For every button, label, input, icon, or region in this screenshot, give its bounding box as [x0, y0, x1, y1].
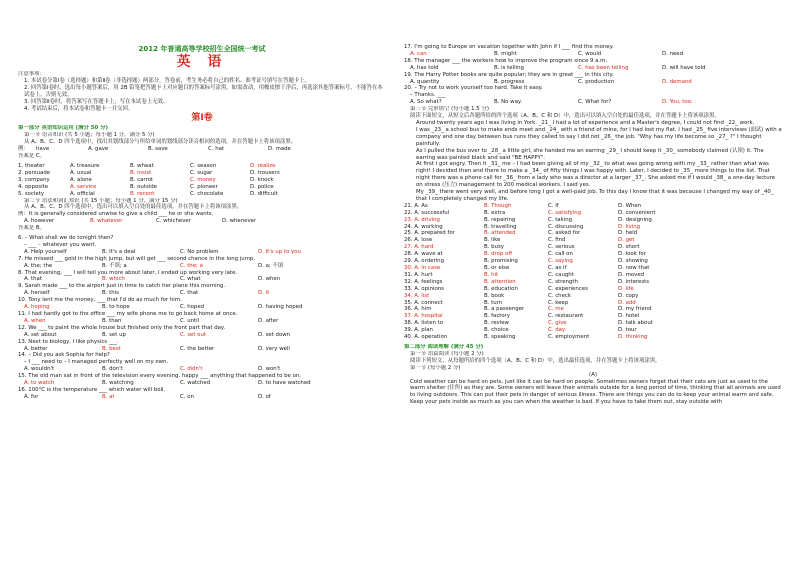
cloze-number-option: 23. A. driving [404, 216, 440, 223]
option: C. the; a [180, 262, 203, 269]
cloze-number-option: 26. A. lose [404, 237, 433, 244]
passage-paragraph: Around twenty years ago I was living in York. _21_ I had a lot of experience and a Master's degree, I could not find _22_ work. [416, 119, 755, 126]
option: C. on [180, 393, 194, 400]
option: C. has been telling [578, 64, 629, 71]
option: A. has told [410, 64, 439, 71]
option: D. having hoped [258, 304, 303, 311]
option: D. made [268, 146, 291, 153]
option: B. repairing [484, 216, 516, 223]
phonetics-list [18, 163, 386, 198]
option: C. sugar [190, 169, 213, 176]
sec3-desc: 阅读下面短文，从短文后各题所给的四个选项（A、B、C 和 D）中，选出可以填入空白处的最佳选项，并在答题卡上将该项涂黑。 [410, 113, 720, 120]
option: D. realize [250, 162, 276, 169]
option: A. gave [88, 146, 109, 153]
option: D. talk about [618, 320, 653, 327]
option: A. set about [24, 331, 57, 338]
option: D. showing [618, 258, 648, 265]
option: C. what [180, 276, 201, 283]
cloze-row [404, 203, 782, 210]
question-options [18, 249, 386, 256]
option: C. satisfying [548, 209, 582, 216]
phonetics-word: 5. society [18, 190, 45, 197]
left-column [18, 44, 386, 401]
question-options [18, 263, 386, 270]
option: D. look for [618, 251, 646, 258]
option: C. saying [548, 258, 573, 265]
option: C. watched [180, 380, 211, 387]
option: A. herself [24, 290, 50, 297]
question-stem: 15. The old man sat in front of the television every evening, happy ___ anything that happened to be on. [18, 373, 301, 380]
option: D. life [618, 285, 634, 292]
option: D. need [662, 50, 684, 57]
question-block [18, 311, 386, 325]
option: C. experiences [548, 285, 588, 292]
option: D. living [618, 223, 641, 230]
cloze-number-option: 38. A. listen to [404, 320, 444, 327]
option: A. to watch [24, 380, 55, 387]
option: B. choice [484, 327, 509, 334]
option: D. thinking [618, 334, 648, 341]
question-options [18, 380, 386, 387]
cloze-row [404, 251, 782, 258]
question-block [404, 58, 782, 72]
option: B. travelling [484, 223, 517, 230]
option: D. knock [250, 176, 274, 183]
option: B. whatever [90, 218, 123, 225]
question-stem: 14. – Did you ask Sophia for help? [18, 352, 110, 359]
passage-a-paragraph: Cold weather can be hard on pets, just like it can be hard on people. Sometimes owners forget that their cats are just as used to the warm shelter (住所) as they are. Some owners will leave their animals outside for a long period of time, thinking that all animals are used to living outdoors. This can put their pets in danger of serious illness. There are things you can do to keep your animal warm and safe. [410, 378, 781, 399]
option: C. call on [548, 251, 573, 258]
part2-sec1-desc: 阅读下列短文，从每题所给的四个选项（A、B、C 和 D）中，选出最佳选项，并在答题卡上将该项涂黑。 [410, 357, 661, 364]
exam-title: 2012 年普通高等学校招生全国统一考试 [138, 45, 266, 53]
cloze-row [404, 244, 782, 251]
option: D. set down [258, 331, 291, 338]
cloze-number-option: 35. A. connect [404, 299, 443, 306]
option: B. review [484, 320, 509, 327]
sec2-example-options [18, 218, 386, 225]
cloze-number-option: 40. A. operation [404, 334, 448, 341]
question-block [18, 373, 386, 387]
cloze-passage [404, 120, 782, 203]
question-stem: 12. We ___ to paint the whole house but finished only the front part that day. [18, 324, 226, 331]
phonetics-row [18, 170, 386, 177]
option: C. give [548, 320, 567, 327]
option: D. moved [618, 271, 645, 278]
question-options [404, 65, 782, 72]
option: D. a; 不填 [258, 262, 284, 269]
option: D. You, too. [662, 99, 693, 106]
question-options [18, 290, 386, 297]
option: B. wheat [130, 162, 154, 169]
option: A. Help yourself [24, 248, 67, 255]
option: A. can [410, 50, 427, 57]
option: D. when [258, 276, 281, 283]
question-stem: – Thanks. ___ [410, 92, 446, 99]
option: C. hat [208, 146, 225, 153]
cloze-row [404, 334, 782, 341]
option: B. don't [102, 366, 123, 373]
question-stem: 13. Next to biology, I like physics ___. [18, 338, 119, 345]
option: C. check [548, 292, 571, 299]
option: A. usual [70, 169, 92, 176]
phonetics-row [18, 191, 386, 198]
option: C. No problem [180, 248, 219, 255]
option: C. strength [548, 278, 578, 285]
option: C. that [180, 290, 199, 297]
option: D. my friend [618, 306, 652, 313]
example-row [18, 146, 386, 153]
option: D. demand [662, 78, 692, 85]
notice-heading: 注意事项： [18, 71, 45, 77]
option: B. watching [102, 380, 134, 387]
cloze-row [404, 224, 782, 231]
option: D. tour [618, 327, 637, 334]
option: C. hoped [180, 304, 205, 311]
option: D. designing [618, 216, 652, 223]
option: A. when [24, 317, 46, 324]
cloze-number-option: 33. A. opinions [404, 285, 444, 292]
cloze-row [404, 217, 782, 224]
option: B. drop off [484, 251, 513, 258]
part2-sec1-title: 第一节 语篇阅读 (每小题 2 分) [410, 350, 484, 357]
question-stem: 7. He missed ___ gold in the high jump, but will get ___ second chance in the long jump. [18, 255, 256, 262]
question-options [18, 276, 386, 283]
question-block [18, 283, 386, 297]
cloze-number-option: 25. A. prepared for [404, 230, 455, 237]
volume-1-heading: 第Ⅰ卷 [191, 113, 213, 124]
sec2-example: 例：It is generally considered unwise to give a child ___ he or she wants. [18, 211, 214, 218]
option: D. interests [618, 278, 650, 285]
option: B. turn [484, 299, 503, 306]
question-block [18, 235, 386, 256]
cloze-number-option: 39. A. plan [404, 327, 433, 334]
example-label: 例： [18, 146, 29, 153]
question-block [18, 387, 386, 401]
part1-title: 第一部分 英语知识运用 (满分 50 分) [18, 125, 109, 132]
cloze-row [404, 265, 782, 272]
question-options [404, 51, 782, 58]
option: A. hoping [24, 304, 50, 311]
question-stem: 10. Tony lent me the money, ___ that I'd do as much for him. [18, 297, 182, 304]
option: D. It's up to you [258, 248, 301, 255]
option: D. now that [618, 265, 650, 271]
cloze-number-option: 34. A. list [404, 292, 430, 299]
option: A. wouldn't [24, 366, 55, 373]
question-stem: 6. – What shall we do tonight then? [18, 235, 114, 242]
option: B. which [102, 276, 125, 283]
option: B. attended [484, 230, 516, 237]
option: C. chocolate [190, 190, 224, 197]
question-stem: 17. I'm going to Europe on vacation together with John if I ___ find the money. [404, 44, 614, 50]
cloze-number-option: 27. A. hard [404, 244, 434, 251]
option: C. asked for [548, 230, 581, 237]
sec1-title: 第一节 语音知识 (共 5 小题；每小题 1 分，满分 5 分) [24, 132, 155, 139]
cloze-row [404, 327, 782, 334]
question-options [404, 99, 782, 106]
option: C. keep [548, 299, 569, 306]
question-stem: 18. The manager ___ the workers how to improve the program since 9 a.m. [404, 57, 608, 64]
option: D. won't [258, 366, 281, 373]
question-stem: 11. I had hardly got to the office ___ my wife phone me to go back home at once. [18, 311, 238, 317]
option: B. outside [130, 183, 157, 190]
example-answer: 答案是 C。 [18, 153, 46, 160]
passage-paragraph: At first I got angry. Then it _31_ me – I had been giving all of my _32_ to what was going wrong with my _33_ rather than what was right! I decided then and there to make a _34_ of fifty things I was happy with. Later, I decided to _35_ more things to the list. That night there was a phone call for _36_ from a lady who was a director at a larger _37_. She asked me if I would _38_ a one-day lecture on stress (压力) management to 200 medical workers. I said yes. [416, 161, 776, 189]
sec2-example-answer: 答案是 B。 [18, 225, 45, 232]
option: C. taking [548, 216, 573, 223]
notice-item: 3. 回答第Ⅱ卷时，将答案写在答题卡上，写在本试卷上无效。 [24, 98, 169, 105]
option: C. season [190, 162, 217, 169]
sec1-desc: 从 A、B、C、D 四个选项中，找出其划线部分与所给单词的划线部分读音相同的选项，并在答题卡上将该项涂黑。 [24, 139, 297, 146]
passage-a-paragraph: Keep your pets inside as much as you can when the weather is bad. If you have to take them out, stay outside with [410, 399, 723, 406]
option: A. however [24, 218, 55, 225]
option: C. production [578, 78, 615, 85]
option: D. after [258, 317, 279, 324]
option: B. hit [484, 271, 499, 278]
option: D. will have told [662, 64, 706, 71]
option: B. speaking [484, 334, 516, 341]
option: C. whichever [156, 218, 191, 225]
cloze-row [404, 293, 782, 300]
question-options [18, 332, 386, 339]
question-block [18, 297, 386, 311]
sec2-title: 第二节 语法和词汇知识 (共 15 小题；每小题 1 分，满分 15 分) [24, 197, 178, 204]
option: C. the better [180, 345, 215, 352]
option: C. employment [548, 334, 590, 341]
part2-sec1-score: 第一节 (每小题 2 分) [410, 364, 461, 371]
cloze-row [404, 230, 782, 237]
cloze-options [404, 203, 782, 341]
phonetics-row [18, 184, 386, 191]
option: D. to have watched [258, 380, 311, 387]
option: C. day [548, 327, 566, 334]
option: D. held [618, 230, 638, 237]
option: D. difficult [250, 190, 278, 197]
subject-title: 英 语 [176, 54, 228, 70]
option: C. as if [548, 265, 567, 271]
cloze-number-option: 28. A. wave at [404, 251, 443, 258]
phonetics-word: 4. opposite [18, 183, 49, 190]
cloze-row [404, 313, 782, 320]
phonetics-row [18, 177, 386, 184]
option: B. progress [494, 78, 525, 85]
question-options [18, 304, 386, 311]
cloze-number-option: 24. A. working [404, 223, 443, 230]
option: D. very well [258, 345, 290, 352]
question-stem: – ___ – whatever you want. [24, 241, 97, 248]
option: A. that [24, 276, 42, 283]
option: B. promising [484, 258, 518, 265]
option: A. for [24, 393, 39, 400]
option: B. busy [484, 244, 504, 251]
sec3-title: 第三节 完形填空 (每小题 1.5 分) [410, 106, 489, 113]
option: B. at [102, 393, 115, 400]
option: C. find [548, 237, 566, 244]
option: B. this [102, 290, 119, 297]
option: C. What for? [578, 99, 612, 106]
option: C. If [548, 202, 559, 209]
option: A. official [70, 190, 95, 197]
part2-title: 第二部分 阅读理解 (满分 45 分) [404, 343, 484, 350]
option: C. pioneer [190, 183, 218, 190]
option: B. set up [102, 331, 126, 338]
option: B. It's a deal [102, 248, 136, 255]
notice-item: 2. 回答第Ⅰ卷时，选出每小题答案后，用 2B 铅笔把答题卡上对应题目的答案标号涂黑。如需改动，用橡皮擦干净后，再选涂其他答案标号，不能答在本试卷上，否则无效。 [24, 84, 383, 98]
phonetics-word: 1. theater [18, 162, 45, 169]
option: D. trousers [250, 169, 280, 176]
cloze-number-option: 30. A. in case [404, 265, 441, 271]
option: A. better [24, 345, 48, 352]
option: D. police [250, 183, 274, 190]
cloze-row [404, 286, 782, 293]
option: D. convenient [618, 209, 656, 216]
question-options [18, 394, 386, 401]
question-options [18, 318, 386, 325]
cloze-row [404, 272, 782, 279]
question-block [18, 339, 386, 353]
option: B. 不填; a [102, 262, 127, 269]
option: D. copy [618, 292, 639, 299]
option: B. insist [130, 169, 152, 176]
phonetics-row [18, 163, 386, 170]
option: B. save [148, 146, 168, 153]
notice-item: 1. 本试卷分第Ⅰ卷（选择题）和第Ⅱ卷（非选择题）两部分。答卷前，考生务必将自己的姓名、准考证号填写在答题卡上。 [24, 77, 311, 84]
cloze-number-option: 32. A. feelings [404, 278, 443, 285]
sec2-desc: 从 A、B、C、D 四个选项中，选出可以填入空白处的最佳选项，并在答题卡上将该项涂黑。 [24, 204, 243, 211]
cloze-number-option: 37. A. hospital [404, 313, 443, 320]
cloze-number-option: 22. A. successful [404, 209, 450, 216]
question-block [18, 270, 386, 284]
option: B. carrot [130, 176, 154, 183]
option: A. alone [70, 176, 92, 183]
option: C. discussing [548, 223, 584, 230]
option: B. attention [484, 278, 516, 285]
question-stem: 20. – Try not to work yourself too hard. Take it easy. [404, 85, 543, 92]
option: A. the; the [24, 262, 53, 269]
notice-item: 4. 考试结束后，将本试卷和答题卡一并交回。 [24, 105, 134, 112]
option: C. until [180, 317, 200, 324]
option: B. is telling [494, 64, 524, 71]
option: A. So what? [410, 99, 442, 106]
option: B. a passenger [484, 306, 525, 313]
passage-paragraph: As I pulled the bus over to _28_ a little girl, she handed me an earring _29_ I should keep it _30_ somebody claimed (认领) it. The earring was painted black and said "BE HAPPY". [416, 147, 764, 161]
cloze-row [404, 306, 782, 313]
option: B. No way. [494, 99, 523, 106]
cloze-row [404, 210, 782, 217]
question-block [404, 72, 782, 86]
question-block [18, 325, 386, 339]
passage-paragraph: I was _23_ a school bus to make ends meet and _24_ with a friend of mine, for I had lost my flat. I had _25_ five interviews (面试) with a company and one day between bus runs they called to say I did not _26_ the job. "Why has my life become so _27_ ?" I thought painfully. [416, 126, 782, 147]
question-stem: 16. 100°C is the temperature ___ which water will boil. [18, 386, 166, 393]
phonetics-word: 3. company [18, 176, 50, 183]
question-block [404, 85, 782, 106]
option: B. or else [484, 265, 510, 271]
option: B. like [484, 237, 501, 244]
cloze-row [404, 258, 782, 265]
option: D. short [618, 244, 640, 251]
question-block [18, 256, 386, 270]
example-word: have [36, 146, 50, 153]
grammar-list-right [404, 44, 782, 106]
option: A. service [70, 183, 97, 190]
option: C. serious [548, 244, 575, 251]
option: D. it [258, 290, 270, 297]
option: D. of [258, 393, 271, 400]
cloze-number-option: 31. A. hurt [404, 271, 433, 278]
option: D. hotel [618, 313, 640, 320]
option: B. education [484, 285, 518, 292]
option: A. treasure [70, 162, 100, 169]
cloze-number-option: 29. A. ordering [404, 258, 445, 265]
option: B. to hope [102, 304, 130, 311]
option: C. money [190, 176, 216, 183]
option: C. didn't [180, 366, 203, 373]
option: C. me [548, 306, 564, 313]
question-options [18, 346, 386, 353]
grammar-list-left [18, 235, 386, 401]
question-options [404, 79, 782, 86]
cloze-row [404, 300, 782, 307]
option: C. set out [180, 331, 206, 338]
question-stem: 8. That evening, ___ I will tell you more about later, I ended up working very late. [18, 269, 238, 276]
option: D. whenever [222, 218, 257, 225]
cloze-number-option: 36. A. him [404, 306, 432, 313]
passage-paragraph: My _39_ there went very well, and before long I got a well-paid job. To this day I know that it was because I changed my way of _40_ that I completely changed my life. [416, 189, 774, 202]
question-block [404, 44, 782, 58]
cloze-row [404, 279, 782, 286]
option: A. quantity [410, 78, 440, 85]
right-column [404, 44, 782, 406]
option: B. factory [484, 313, 511, 320]
option: C. would [578, 50, 602, 57]
question-stem: 9. Sarah made ___ to the airport just in time to catch her plane this morning. [18, 283, 226, 290]
question-stem: 19. The Harry Potter books are quite popular; they are in great ___ in this city. [404, 71, 614, 78]
passage-label: (A) [589, 371, 597, 378]
option: C. caught [548, 271, 574, 278]
option: B. than [102, 317, 122, 324]
option: D. When [618, 202, 642, 209]
phonetics-word: 2. persuade [18, 169, 51, 176]
option: B. might [494, 50, 517, 57]
option: B. book [484, 292, 505, 299]
question-block [18, 352, 386, 373]
option: D. get [618, 237, 635, 244]
cloze-row [404, 237, 782, 244]
option: B. best [102, 345, 121, 352]
question-options [18, 366, 386, 373]
option: C. restaurant [548, 313, 584, 320]
option: B. Though [484, 202, 512, 209]
option: B. recent [130, 190, 155, 197]
cloze-number-option: 21. A. As [404, 202, 428, 209]
option: D. add [618, 299, 636, 306]
option: B. extra [484, 209, 506, 216]
cloze-row [404, 320, 782, 327]
question-stem: – I ___ need to – I managed perfectly well on my own. [24, 359, 169, 366]
